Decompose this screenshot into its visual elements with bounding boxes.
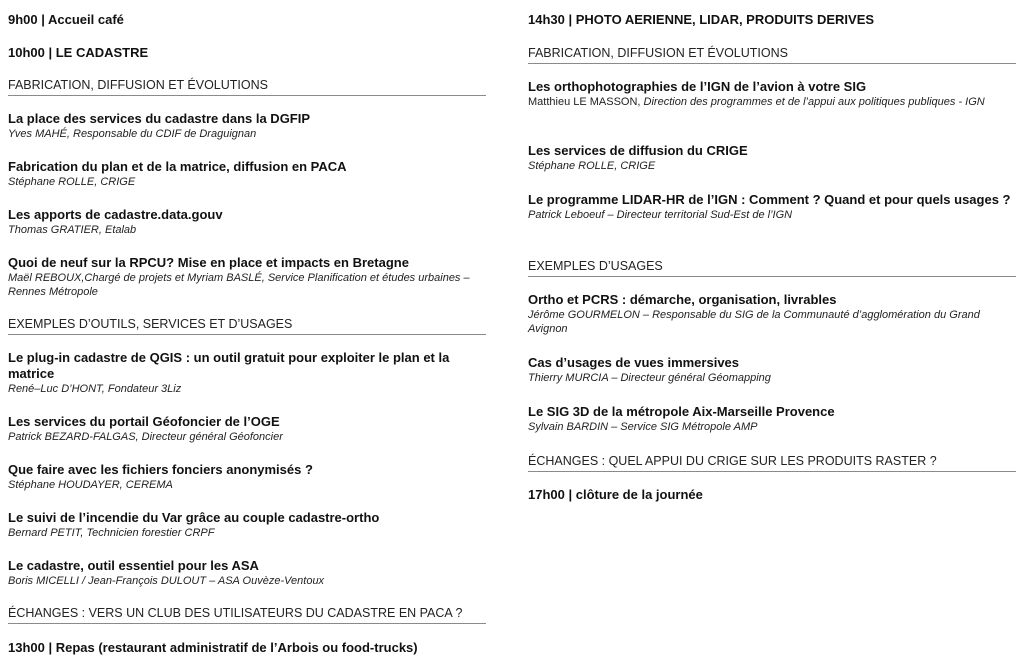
talk-item (528, 404, 1016, 434)
time-slot-lunch: 13h00 | Repas (restaurant administratif de l’Arbois ou food-trucks) (8, 640, 418, 655)
talk-title: Les services du portail Géofoncier de l’OGE (8, 414, 280, 429)
talk-item (8, 350, 486, 396)
talk-title: Le SIG 3D de la métropole Aix-Marseille Provence (528, 404, 835, 419)
talk-item (528, 355, 1016, 385)
talk-item (8, 558, 486, 588)
speaker-role: Direction des programmes et de l’appui aux politiques publiques - IGN (643, 96, 985, 108)
talk-item (528, 143, 1016, 173)
talk-item (8, 462, 486, 492)
speaker-name: Matthieu LE MASSON, (528, 96, 644, 108)
talk-title: Fabrication du plan et de la matrice, diffusion en PACA (8, 159, 347, 174)
talk-title: Les orthophotographies de l’IGN de l’avion à votre SIG (528, 79, 867, 94)
time-slot-welcome: 9h00 | Accueil café (8, 12, 124, 27)
talk-speaker: Stéphane HOUDAYER, CEREMA (8, 479, 173, 491)
talk-speaker: Yves MAHÉ, Responsable du CDIF de Draguignan (8, 128, 257, 140)
talk-title: Le programme LIDAR-HR de l’IGN : Comment ? Quand et pour quels usages ? (528, 192, 1011, 207)
talk-item (8, 510, 486, 540)
talk-item (8, 111, 486, 141)
talk-item (8, 159, 486, 189)
section-header: FABRICATION, DIFFUSION ET ÉVOLUTIONS (8, 78, 486, 96)
talk-speaker: René–Luc D’HONT, Fondateur 3Liz (8, 383, 182, 395)
talk-item (528, 79, 1016, 109)
talk-speaker: Bernard PETIT, Technicien forestier CRPF (8, 527, 215, 539)
talk-title: Le plug-in cadastre de QGIS : un outil gratuit pour exploiter le plan et la matrice (8, 350, 450, 381)
section-header: EXEMPLES D’USAGES (528, 259, 1016, 277)
talk-speaker: Sylvain BARDIN – Service SIG Métropole AMP (528, 421, 758, 433)
talk-title: Les apports de cadastre.data.gouv (8, 207, 223, 222)
talk-speaker: Patrick BEZARD-FALGAS, Directeur général Géofoncier (8, 431, 283, 443)
talk-speaker: Thomas GRATIER, Etalab (8, 224, 137, 236)
talk-title: Ortho et PCRS : démarche, organisation, livrables (528, 292, 837, 307)
talk-item (8, 207, 486, 237)
talk-speaker: Thierry MURCIA – Directeur général Géomapping (528, 372, 771, 384)
section-header: ÉCHANGES : QUEL APPUI DU CRIGE SUR LES PRODUITS RASTER ? (528, 454, 1016, 472)
time-slot-cadastre: 10h00 | LE CADASTRE (8, 45, 149, 60)
time-slot-aerial: 14h30 | PHOTO AERIENNE, LIDAR, PRODUITS DERIVES (528, 12, 875, 27)
talk-title: Le cadastre, outil essentiel pour les ASA (8, 558, 259, 573)
talk-item (8, 414, 486, 444)
section-header: FABRICATION, DIFFUSION ET ÉVOLUTIONS (528, 46, 1016, 64)
talk-speaker: Patrick Leboeuf – Directeur territorial Sud-Est de l’IGN (528, 209, 793, 221)
talk-title: Le suivi de l’incendie du Var grâce au couple cadastre-ortho (8, 510, 380, 525)
talk-title: Cas d’usages de vues immersives (528, 355, 740, 370)
talk-speaker: Stéphane ROLLE, CRIGE (8, 176, 136, 188)
talk-speaker: Stéphane ROLLE, CRIGE (528, 160, 656, 172)
talk-title: Que faire avec les fichiers fonciers anonymisés ? (8, 462, 313, 477)
talk-speaker: Jérôme GOURMELON – Responsable du SIG de la Communauté d’agglomération du Grand Avignon (528, 309, 980, 335)
time-slot-closing: 17h00 | clôture de la journée (528, 487, 703, 502)
talk-title: Quoi de neuf sur la RPCU? Mise en place et impacts en Bretagne (8, 255, 409, 270)
section-header: ÉCHANGES : VERS UN CLUB DES UTILISATEURS DU CADASTRE EN PACA ? (8, 606, 486, 624)
talk-speaker: Boris MICELLI / Jean-François DULOUT – ASA Ouvèze-Ventoux (8, 575, 325, 587)
talk-speaker: Maël REBOUX,Chargé de projets et Myriam BASLÉ, Service Planification et études urbaines – Rennes Métropole (8, 272, 470, 298)
talk-item (528, 192, 1016, 222)
talk-item (528, 292, 1016, 336)
talk-item (8, 255, 486, 299)
talk-title: La place des services du cadastre dans la DGFIP (8, 111, 311, 126)
talk-title: Les services de diffusion du CRIGE (528, 143, 748, 158)
section-header: EXEMPLES D’OUTILS, SERVICES ET D’USAGES (8, 317, 486, 335)
talk-speaker (528, 95, 1016, 109)
